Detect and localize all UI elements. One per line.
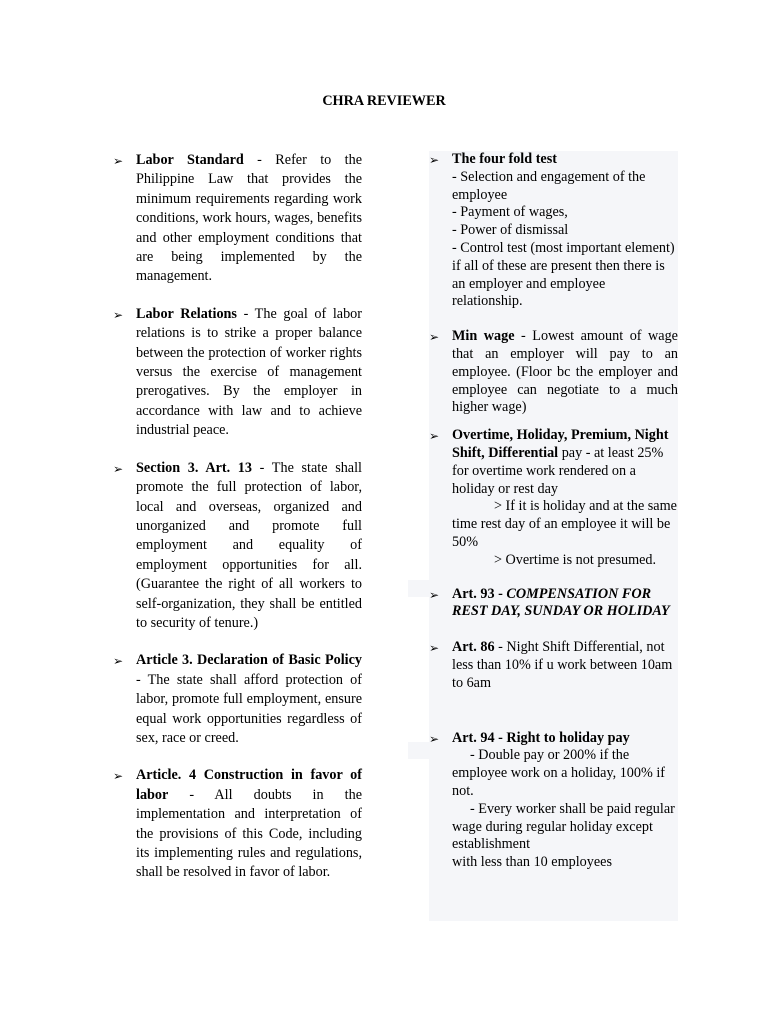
item-line: - Selection and engagement of the employee [452,168,646,203]
arrowhead-bullet-icon: ➢ [429,429,440,444]
item-heading: Labor Relations [136,305,237,322]
item-heading: The four fold test [452,151,557,167]
arrowhead-bullet-icon: ➢ [113,769,124,784]
list-item [110,305,362,441]
item-text: - All doubts in the implementation and interpretation of the provisions of this Code, including its implementing rules and regulations, shall be resolved in favor of labor. [136,786,362,881]
item-subline: > If it is holiday and at the same time rest day of an employee it will be 50% [452,498,677,550]
list-item [110,766,362,882]
item-heading: Min wage [452,328,515,345]
list-item [110,651,362,748]
item-subline: > Overtime is not presumed. [494,551,657,568]
item-heading: Article. 4 Construction in favor of labor [136,767,362,803]
item-heading: Labor Standard [136,152,244,168]
item-text: - Refer to the Philippine Law that provides the minimum requirements regarding work conditions, work hours, wages, benefits and other employment conditions that are being implemented by the management. [136,152,362,285]
item-subline: - Every worker shall be paid regular wage during regular holiday except establishment [452,800,675,853]
item-heading: Art. 86 [452,639,495,656]
item-heading: Overtime, Holiday, Premium, Night Shift, Differential [452,427,669,461]
item-line: - Payment of wages, [452,204,568,221]
list-item-min-wage [426,328,678,417]
item-heading: Art. 93 - [452,585,507,602]
left-column [110,151,362,901]
item-text: - The state shall afford protection of labor, promote full employment, ensure equal work opportunities regardless of sex, race or creed. [136,671,362,746]
list-item-art86 [426,639,678,692]
arrowhead-bullet-icon: ➢ [429,641,440,656]
arrowhead-bullet-icon: ➢ [429,330,440,345]
list-item-art94 [426,730,678,872]
list-item-art93 [426,586,678,622]
list-item [110,459,362,634]
item-italic-heading: COMPENSATION FOR REST DAY, SUNDAY OR HOLIDAY [452,585,670,620]
arrowhead-bullet-icon: ➢ [429,153,440,167]
arrowhead-bullet-icon: ➢ [113,654,124,669]
list-item-four-fold [426,151,678,311]
item-subline: - Double pay or 200% if the employee work on a holiday, 100% if not. [452,747,666,799]
item-heading: Article 3. Declaration of Basic Policy [136,652,362,669]
item-text: pay - at least 25% for overtime work rendered on a holiday or rest day [452,444,664,497]
right-column [426,151,678,890]
arrowhead-bullet-icon: ➢ [429,587,440,602]
arrowhead-bullet-icon: ➢ [113,154,124,168]
page-title: CHRA REVIEWER [322,93,446,109]
item-line: - Control test (most important element) if all of these are present then there is an employer and employee relationship. [452,239,675,310]
item-text: - The state shall promote the full protection of labor, local and overseas, organized and unorganized and promote full employment and equality of employment opportunities for all. (Guarantee the right of all workers to self-organization, they shall be entitled to security of tenure.) [136,459,362,631]
arrowhead-bullet-icon: ➢ [113,461,124,476]
arrowhead-bullet-icon: ➢ [113,307,124,322]
item-text: - Night Shift Differential, not less than 10% if u work between 10am to 6am [452,639,673,691]
item-line: - Power of dismissal [452,222,569,239]
list-item [110,151,362,287]
list-item-overtime [426,427,678,569]
item-text: - The goal of labor relations is to strike a proper balance between the protection of worker rights versus the exercise of management prerogatives. By the employer in accordance with law and to achieve industrial peace. [136,305,363,439]
item-heading: Section 3. Art. 13 [136,459,252,476]
item-subline: with less than 10 employees [452,854,612,871]
arrowhead-bullet-icon: ➢ [429,731,440,746]
item-text: - Lowest amount of wage that an employer will pay to an employee. (Floor bc the employer and employee can negotiate to a much higher wage) [452,328,678,416]
item-heading: Art. 94 - Right to holiday pay [452,729,630,746]
